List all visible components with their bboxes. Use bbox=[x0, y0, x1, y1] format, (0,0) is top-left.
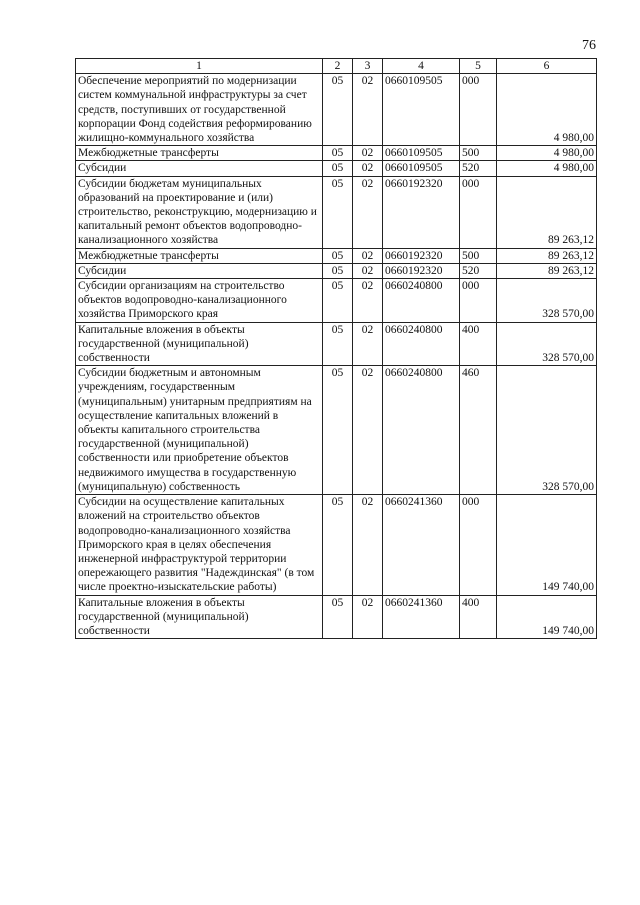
subsection-code-cell: 02 bbox=[353, 322, 383, 366]
expense-type-cell: 000 bbox=[460, 495, 497, 595]
subsection-code-cell: 02 bbox=[353, 495, 383, 595]
target-code-cell: 0660109505 bbox=[383, 146, 460, 161]
table-row bbox=[76, 263, 597, 278]
section-code-cell: 05 bbox=[323, 161, 353, 176]
target-code-cell: 0660241360 bbox=[383, 495, 460, 595]
table-row bbox=[76, 279, 597, 323]
amount-cell: 4 980,00 bbox=[497, 161, 597, 176]
subsection-code-cell: 02 bbox=[353, 146, 383, 161]
amount-cell: 328 570,00 bbox=[497, 322, 597, 366]
target-code-cell: 0660241360 bbox=[383, 595, 460, 639]
budget-table bbox=[75, 58, 597, 639]
table-row bbox=[76, 495, 597, 595]
column-header: 5 bbox=[460, 59, 497, 74]
expense-type-cell: 000 bbox=[460, 74, 497, 146]
subsection-code-cell: 02 bbox=[353, 263, 383, 278]
section-code-cell: 05 bbox=[323, 176, 353, 248]
row-name-cell: Субсидии bbox=[76, 161, 323, 176]
table-row bbox=[76, 595, 597, 639]
amount-cell: 89 263,12 bbox=[497, 248, 597, 263]
table-row bbox=[76, 322, 597, 366]
section-code-cell: 05 bbox=[323, 279, 353, 323]
table-row bbox=[76, 248, 597, 263]
table-row bbox=[76, 74, 597, 146]
target-code-cell: 0660109505 bbox=[383, 74, 460, 146]
section-code-cell: 05 bbox=[323, 146, 353, 161]
section-code-cell: 05 bbox=[323, 74, 353, 146]
target-code-cell: 0660240800 bbox=[383, 366, 460, 495]
row-name-cell: Обеспечение мероприятий по модернизации систем коммунальной инфраструктуры за счет средств, поступивших от государственной корпорации Фонд содействия реформированию жилищно-коммунального хозяйства bbox=[76, 74, 323, 146]
target-code-cell: 0660192320 bbox=[383, 263, 460, 278]
expense-type-cell: 500 bbox=[460, 248, 497, 263]
row-name-cell: Субсидии бюджетным и автономным учреждениям, государственным (муниципальным) унитарным предприятиям на осуществление капитальных вложений в объекты капитального строительства государственной (муниципальной) собственности или приобретение объектов недвижимого имущества в государственную (муниципальную) собственность bbox=[76, 366, 323, 495]
row-name-cell: Капитальные вложения в объекты государственной (муниципальной) собственности bbox=[76, 322, 323, 366]
target-code-cell: 0660192320 bbox=[383, 176, 460, 248]
column-header: 2 bbox=[323, 59, 353, 74]
row-name-cell: Субсидии организациям на строительство объектов водопроводно-канализационного хозяйства Приморского края bbox=[76, 279, 323, 323]
amount-cell: 4 980,00 bbox=[497, 146, 597, 161]
row-name-cell: Межбюджетные трансферты bbox=[76, 248, 323, 263]
table-row bbox=[76, 366, 597, 495]
column-header: 4 bbox=[383, 59, 460, 74]
subsection-code-cell: 02 bbox=[353, 279, 383, 323]
expense-type-cell: 000 bbox=[460, 279, 497, 323]
subsection-code-cell: 02 bbox=[353, 248, 383, 263]
amount-cell: 89 263,12 bbox=[497, 176, 597, 248]
table-row bbox=[76, 176, 597, 248]
subsection-code-cell: 02 bbox=[353, 74, 383, 146]
row-name-cell: Субсидии на осуществление капитальных вложений на строительство объектов водопроводно-канализационного хозяйства Приморского края в целях обеспечения инженерной инфраструктурой территории опережающего развития "Надеждинская" (в том числе проектно-изыскательские работы) bbox=[76, 495, 323, 595]
section-code-cell: 05 bbox=[323, 263, 353, 278]
table-header-row bbox=[76, 59, 597, 74]
row-name-cell: Межбюджетные трансферты bbox=[76, 146, 323, 161]
section-code-cell: 05 bbox=[323, 248, 353, 263]
amount-cell: 149 740,00 bbox=[497, 495, 597, 595]
section-code-cell: 05 bbox=[323, 495, 353, 595]
expense-type-cell: 500 bbox=[460, 146, 497, 161]
subsection-code-cell: 02 bbox=[353, 366, 383, 495]
page-number: 76 bbox=[582, 38, 596, 53]
expense-type-cell: 520 bbox=[460, 161, 497, 176]
section-code-cell: 05 bbox=[323, 595, 353, 639]
amount-cell: 328 570,00 bbox=[497, 279, 597, 323]
amount-cell: 328 570,00 bbox=[497, 366, 597, 495]
expense-type-cell: 460 bbox=[460, 366, 497, 495]
amount-cell: 149 740,00 bbox=[497, 595, 597, 639]
target-code-cell: 0660192320 bbox=[383, 248, 460, 263]
expense-type-cell: 400 bbox=[460, 595, 497, 639]
target-code-cell: 0660240800 bbox=[383, 279, 460, 323]
expense-type-cell: 520 bbox=[460, 263, 497, 278]
column-header: 3 bbox=[353, 59, 383, 74]
expense-type-cell: 400 bbox=[460, 322, 497, 366]
column-header: 6 bbox=[497, 59, 597, 74]
expense-type-cell: 000 bbox=[460, 176, 497, 248]
subsection-code-cell: 02 bbox=[353, 595, 383, 639]
table-row bbox=[76, 146, 597, 161]
subsection-code-cell: 02 bbox=[353, 176, 383, 248]
section-code-cell: 05 bbox=[323, 322, 353, 366]
amount-cell: 4 980,00 bbox=[497, 74, 597, 146]
table-row bbox=[76, 161, 597, 176]
target-code-cell: 0660240800 bbox=[383, 322, 460, 366]
row-name-cell: Субсидии бюджетам муниципальных образований на проектирование и (или) строительство, реконструкцию, модернизацию и капитальный ремонт объектов водопроводно-канализационного хозяйства bbox=[76, 176, 323, 248]
row-name-cell: Капитальные вложения в объекты государственной (муниципальной) собственности bbox=[76, 595, 323, 639]
column-header: 1 bbox=[76, 59, 323, 74]
amount-cell: 89 263,12 bbox=[497, 263, 597, 278]
target-code-cell: 0660109505 bbox=[383, 161, 460, 176]
subsection-code-cell: 02 bbox=[353, 161, 383, 176]
section-code-cell: 05 bbox=[323, 366, 353, 495]
row-name-cell: Субсидии bbox=[76, 263, 323, 278]
